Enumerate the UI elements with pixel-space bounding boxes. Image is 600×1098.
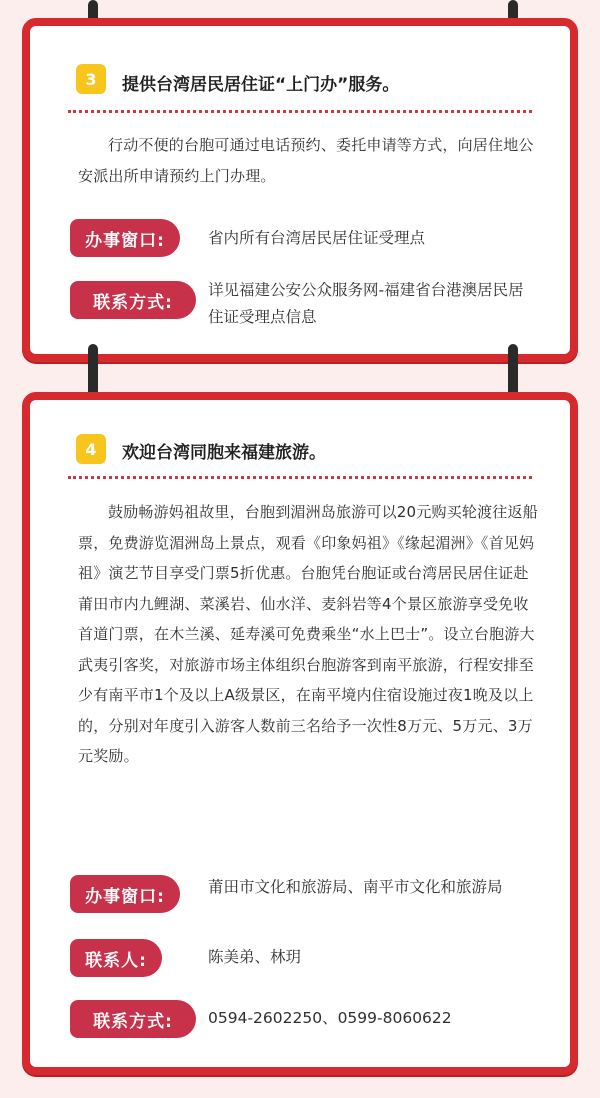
section-number-badge: 3 bbox=[76, 64, 106, 94]
contact-method-tag: 联系方式: bbox=[70, 281, 196, 319]
contact-method-tag: 联系方式: bbox=[70, 1000, 196, 1038]
contact-method-value: 0594-2602250、0599-8060622 bbox=[208, 1009, 452, 1027]
office-window-value: 省内所有台湾居民居住证受理点 bbox=[208, 229, 426, 247]
contact-person-tag: 联系人: bbox=[70, 939, 162, 977]
contact-method-value: 详见福建公安公众服务网-福建省台港澳居民居住证受理点信息 bbox=[208, 281, 524, 326]
section-description: 鼓励畅游妈祖故里，台胞到湄洲岛旅游可以20元购买轮渡往返船票，免费游览湄洲岛上景点，观看《印象妈祖》《缘起湄洲》《首见妈祖》演艺节目享受门票5折优惠。台胞凭台胞证或台湾居民居住证赴莆田市内九鲤湖、菜溪岩、仙水洋、麦斜岩等4个景区旅游享受免收首道门票，在木兰溪、延寿溪可免费乘坐“水上巴士”。设立台胞游大武夷引客奖，对旅游市场主体组织台胞游客到南平旅游，行程安排至少有南平市1个及以上A级景区，在南平境内住宿设施过夜1晚及以上的，分别对年度引入游客人数前三名给予一次性8万元、5万元、3万元奖励。 bbox=[78, 503, 538, 765]
section-description: 行动不便的台胞可通过电话预约、委托申请等方式，向居住地公安派出所申请预约上门办理。 bbox=[78, 136, 534, 185]
contact-person-value: 陈美弟、林玥 bbox=[208, 948, 302, 966]
dotted-divider bbox=[68, 110, 532, 113]
office-window-tag: 办事窗口: bbox=[70, 219, 180, 257]
dotted-divider bbox=[68, 476, 532, 479]
section-title: 欢迎台湾同胞来福建旅游。 bbox=[122, 443, 326, 463]
card-section-4 bbox=[22, 392, 578, 1075]
section-number-badge: 4 bbox=[76, 434, 106, 464]
card-section-3 bbox=[22, 18, 578, 362]
office-window-tag: 办事窗口: bbox=[70, 875, 180, 913]
section-title: 提供台湾居民居住证“上门办”服务。 bbox=[122, 75, 400, 95]
office-window-value: 莆田市文化和旅游局、南平市文化和旅游局 bbox=[208, 878, 503, 896]
